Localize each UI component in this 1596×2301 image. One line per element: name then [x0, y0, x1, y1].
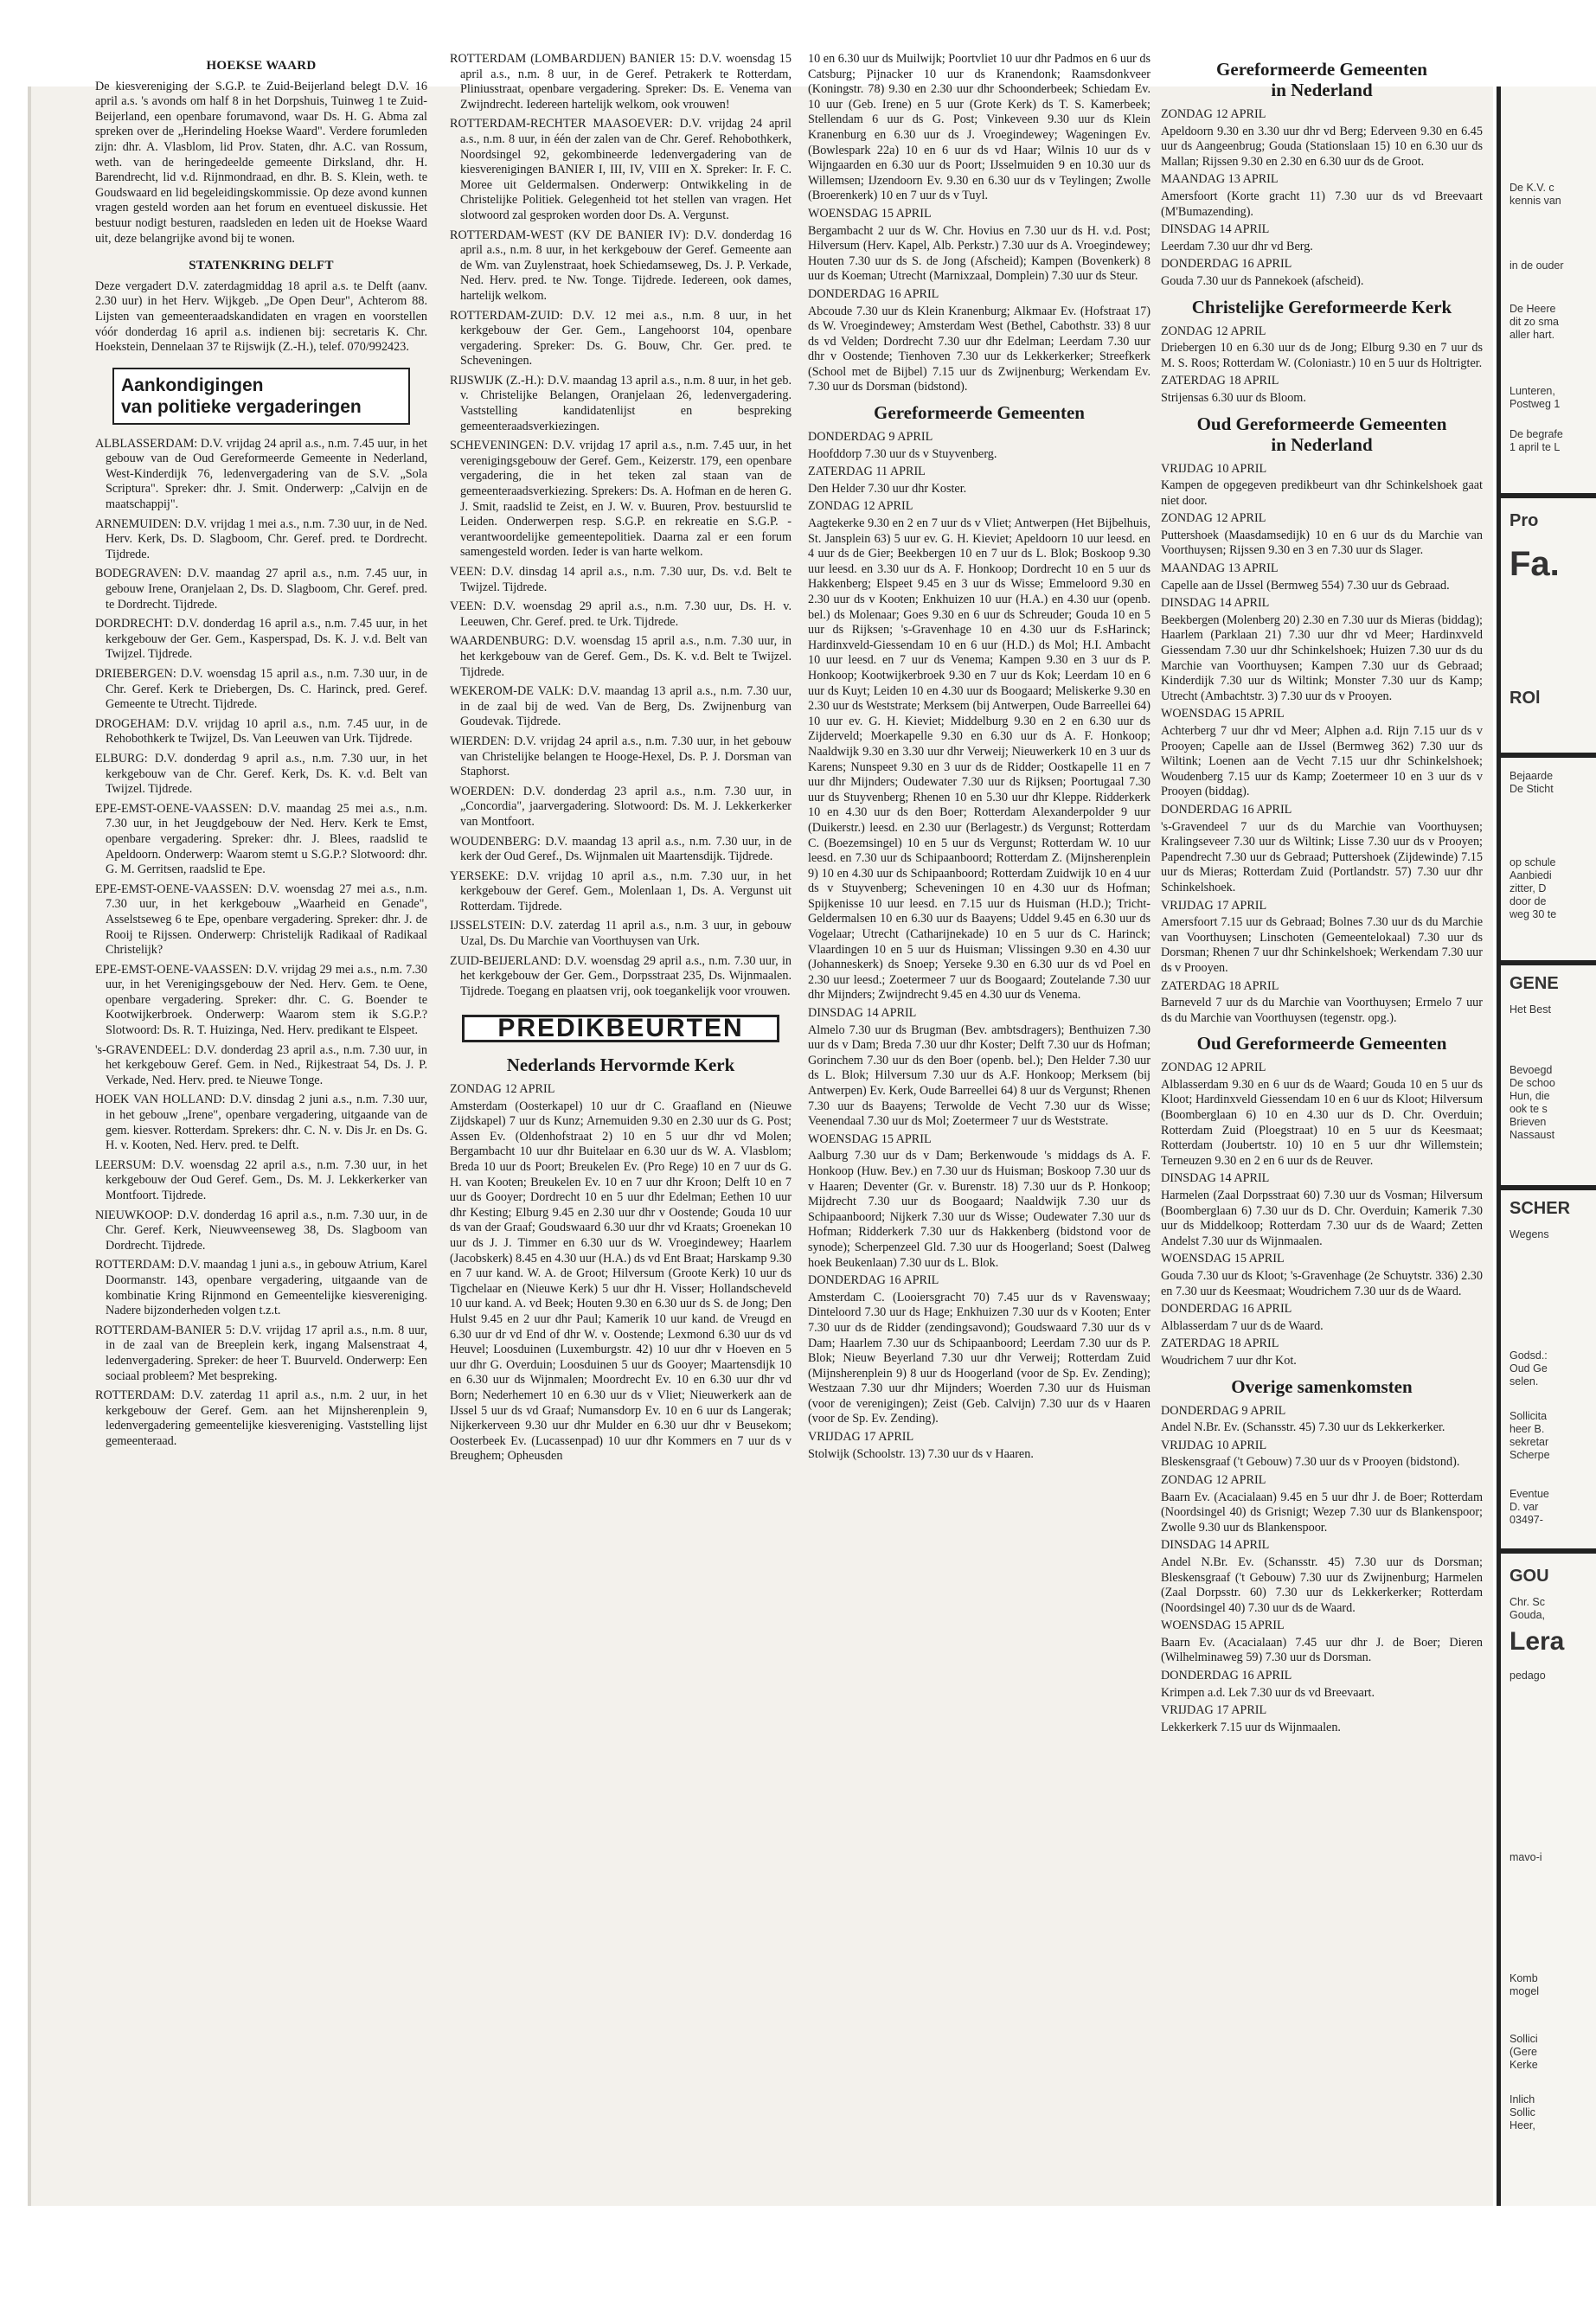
- service-listing: Aalburg 7.30 uur ds v Dam; Berkenwoude 's middags ds A. F. Honkoop (Huw. Bev.) en 7.30 uur ds Huisman; Boskoop 7.30 uur ds v Haaren; Deventer (Gr. v. Burenstr. 18) 7.30 uur ds P. Honkoop; Mijdrecht 7.30 uur ds Boogaard; Naaldwijk 7.30 uur ds Schipaanboord; Nijkerk 7.30 uur ds Wisse; Oudewater 7.30 uur ds Hofman; Ridderkerk 7.30 uur ds Hakkenberg (bidstond voor de synode); Scherpenzeel Gld. 7.30 uur ds Hoogerland; Soest (Dalweg hoek Beukenlaan) 7.30 uur ds L. Blok.: [808, 1149, 1151, 1270]
- day-heading: VRIJDAG 17 APRIL: [1161, 1703, 1267, 1718]
- strip-text: Postweg 1: [1509, 398, 1561, 410]
- meeting-entry: ROTTERDAM: D.V. maandag 1 juni a.s., in gebouw Atrium, Karel Doormanstr. 143, openbare vergadering, uitgaande van de kombinatie Kring Rijnmond en Gemeentelijke kiesvereniging. Nadere bijzonderheden volgen t.z.t.: [95, 1258, 427, 1318]
- strip-text: Bevoegd: [1509, 1064, 1553, 1076]
- day-heading: WOENSDAG 15 APRIL: [1161, 1618, 1285, 1633]
- day-heading: ZONDAG 12 APRIL: [1161, 107, 1266, 121]
- strip-text: Lunteren,: [1509, 385, 1555, 397]
- service-listing: Aagtekerke 9.30 en 2 en 7 uur ds v Vliet; Antwerpen (Het Bijbelhuis, St. Jansplein 63) 5 uur ev. G. H. Kieviet; Apeldoorn 10 uur leesd. en 4 uur ds de Gier; Beekbergen 10 en 7 uur ds L. Blok; Boskoop 9.30 uur leesd. en 3.30 uur ds A. F. Honkoop; Dordrecht 10 en 5 uur ds Hakkenberg; Elspeet 9.45 en 3 uur ds Wisse; Emmeloord 9.30 en 2.30 uur ds v Kooten; Enkhuizen 10 uur (H.A.) en 4.30 uur (openb. bel.) ds Molenaar; Goes 9.30 en 6 uur ds Schreuder; Gouda 10 en 5 uur ds Rijksen; 's-Gravenhage 10 en 4.30 uur ds F.sHarinck; Hardinxveld-Giessendam 10 en 6 uur (H.D.) ds Mol; H.I. Ambacht 10 uur leesd. en 7 uur ds Venema; Kampen 9.30 en 3 uur ds P. Honkoop; Kootwijkerbroek 9.30 en 7 uur ds Kok; Leerdam 10 en 6 uur ds Kuyt; Leiden 10 en 4.30 uur ds Boogaard; Meliskerke 9.30 en 2.30 uur ds Weststrate; Merksem (bij Antwerpen, Oude Barreellei 64) 10 uur ev. G. H. Kieviet; Middelburg 9.30 en 2 en 6.30 uur ds Zijderveld; Moerkapelle 9.30 en 6.30 uur ds A. F. Honkoop; Naaldwijk 9.30 en 3.30 uur dhr Verweij; Nieuwerkerk 10 en 3 uur ds Karens; Nunspeet 9.30 en 3 uur ds de Ridder; Oostkapelle 11 en 7 uur dhr Mijnders; Oudewater 7.30 uur ds Rijksen; Poortugaal 7.30 uur ds Stuyvenberg; Rhenen 10 en 5.30 uur dhr Kleppe. Ridderkerk 10 en 4.30 uur ds den Boer; Rotterdam Alexanderpolder 9 uur (Duikerstr.) leesd. en 2.30 uur (Berlagestr.) ds Vergunst; Rotterdam C. (Boezemsingel) 10 en 5 uur ds Vergunst; Rotterdam W. 10 uur leesd. en 7.30 uur ds Schipaanboord; Rotterdam Z. (Mijnsherenplein 9) 10 en 4.30 uur ds Schipaanboord; Rotterdam Zuidwijk 10 en 4 uur ds v Stuyvenberg; Scheveningen 10 en 4.30 uur ds Hofman; Spijkenisse 10 uur leesd. en 7.15 uur ds Huisman (H.D.); Tricht-Geldermalsen 10 en 6.30 uur ds Baayens; Uddel 9.45 en 6.30 uur ds Vogelaar; Utrecht (Catharijnekade) 10 en 5 uur ds C. Harinck; Vlaardingen 10 en 5 uur ds Huisman; Vlissingen 9.30 en 4.30 uur (Johanneskerk) ds Snoep; Yerseke 9.30 en 6.30 uur ds vd Poel en 2.30 uur leesd.; Zoetermeer 7 uur ds Boogaard; Zoutelande 7.30 uur dhr Mijnders; Zwijndrecht 9.45 en 4.30 uur ds Venema.: [808, 516, 1151, 1003]
- day-heading: DINSDAG 14 APRIL: [1161, 596, 1270, 611]
- strip-text: Fa.: [1509, 545, 1560, 583]
- strip-text: De begrafe: [1509, 428, 1563, 440]
- meeting-entry: NIEUWKOOP: D.V. donderdag 16 april a.s., n.m. 7.30 uur, in de Chr. Geref. Kerk, Nieuwveenseweg 38, Ds. Slagboom van Dordrecht. Tijdrede.: [95, 1208, 427, 1253]
- strip-text: Nassaust: [1509, 1129, 1555, 1141]
- service-listing: Driebergen 10 en 6.30 uur ds de Jong; Elburg 9.30 en 7 uur ds M. S. Roos; Rotterdam W. (Coloniastr.) 10 en 5 uur ds Holtrigter.: [1161, 341, 1483, 370]
- service-listing: Lekkerkerk 7.15 uur ds Wijnmaalen.: [1161, 1720, 1341, 1734]
- column-4: [1161, 52, 1483, 2232]
- strip-text: Oud Ge: [1509, 1362, 1548, 1375]
- day-heading: ZONDAG 12 APRIL: [450, 1082, 555, 1097]
- strip-text: Hun, die: [1509, 1090, 1550, 1102]
- meeting-list-1: [95, 437, 427, 1450]
- meeting-entry: ROTTERDAM-RECHTER MAASOEVER: D.V. vrijdag 24 april a.s., n.m. 8 uur, in één der zalen van de Chr. Geref. Rehobothkerk, Noordsingel 92, gekombineerde ledenvergadering van de kiesverenigingen BANIER I, III, IV, VIII en X. Spreker: Ir. F. C. Moree uit Geldermalsen. Onderwerp: Ontwikkeling in de Christelijke Politiek. Gelegenheid tot het stellen van vragen. Het slotwoord zal gesproken worden door Ds. A. Vergunst.: [450, 117, 792, 222]
- day-heading: DONDERDAG 16 APRIL: [1161, 1302, 1292, 1317]
- strip-text: De K.V. c: [1509, 182, 1554, 194]
- service-listing: Stolwijk (Schoolstr. 13) 7.30 uur ds v Haaren.: [808, 1446, 1034, 1461]
- day-heading: DINSDAG 14 APRIL: [1161, 1171, 1270, 1186]
- service-listing: Achterberg 7 uur dhr vd Meer; Alphen a.d. Rijn 7.15 uur ds v Prooyen; Capelle aan de IJssel (Bermweg 362) 7.30 uur ds Wiltink; Loenen aan de Vecht 7.15 uur dhr Schinkelshoek; Woudenberg 7.15 uur ds Kamp; Zoetermeer 10 en 3 uur ds v Prooyen (biddag).: [1161, 724, 1483, 799]
- strip-divider: [1501, 960, 1596, 965]
- meeting-entry: ROTTERDAM-WEST (KV DE BANIER IV): D.V. donderdag 16 april a.s., n.m. 8 uur, in het kerkgebouw der Geref. Gemeente aan de Wm. van Zuylenstraat, hoek Schiedamseweg, Ds. J. P. Verkade, Ned. Herv. pred. te Nw. Tonge. Tijdrede. Iedereen, ook dames, hartelijk welkom.: [450, 228, 792, 303]
- strip-notice: [1509, 1488, 1596, 1527]
- day-heading: DONDERDAG 9 APRIL: [1161, 1403, 1286, 1418]
- strip-notice: [1509, 182, 1596, 208]
- strip-text: selen.: [1509, 1375, 1539, 1388]
- heading-oud-gereformeerde-gemeenten-nl: [1161, 413, 1483, 455]
- meeting-entry: WAARDENBURG: D.V. woensdag 15 april a.s., n.m. 7.30 uur, in het kerkgebouw van de Geref. Gem., Ds. K. v.d. Belt te Twijzel. Tijdrede.: [450, 634, 792, 679]
- strip-text: in de ouder: [1509, 260, 1564, 272]
- box-aankondigingen-line2: van politieke vergaderingen: [121, 396, 362, 417]
- strip-text: ROl: [1509, 689, 1541, 708]
- heading-line: in Nederland: [1271, 433, 1373, 455]
- strip-text: Pro: [1509, 511, 1539, 530]
- day-heading: VRIJDAG 17 APRIL: [1161, 898, 1267, 913]
- day-heading: WOENSDAG 15 APRIL: [1161, 707, 1285, 721]
- strip-notice: [1509, 385, 1596, 411]
- strip-text: GOU: [1509, 1567, 1549, 1586]
- strip-text: Chr. Sc: [1509, 1596, 1545, 1608]
- strip-text: aller hart.: [1509, 329, 1555, 341]
- meeting-entry: ALBLASSERDAM: D.V. vrijdag 24 april a.s., n.m. 7.45 uur, in het gebouw van de Oud Gereformeerde Gemeente in Nederland, West-Kinderdijk 76, ledenvergadering van de S.V. „Sola Scriptura". Spreker: dhr. J. Smit. Onderwerp: „Calvijn en de maatschappij".: [95, 436, 427, 512]
- day-heading: WOENSDAG 15 APRIL: [808, 1131, 932, 1146]
- meeting-entry: DORDRECHT: D.V. donderdag 16 april a.s., n.m. 7.45 uur, in het kerkgebouw der Ger. Gem., Kasperspad, Ds. K. J. v.d. Belt van Twijzel. Tijdrede.: [95, 617, 427, 662]
- strip-notice: [1509, 1596, 1596, 1622]
- strip-text: Godsd.:: [1509, 1349, 1548, 1362]
- day-heading: ZATERDAG 11 APRIL: [808, 465, 926, 479]
- meeting-entry: YERSEKE: D.V. vrijdag 10 april a.s., n.m. 7.30 uur, in het kerkgebouw der Geref. Gem., Molenlaan 1, Ds. A. Vergunst uit Rotterdam. Tijdrede.: [450, 868, 792, 913]
- heading-statenkring-delft: STATENKRING DELFT: [189, 259, 334, 273]
- strip-notice: [1509, 856, 1596, 921]
- meeting-entry: ROTTERDAM-BANIER 5: D.V. vrijdag 17 april a.s., n.m. 8 uur, in de zaal van de Breeplein kerk, ingang Malsenstraat 4, ledenvergadering. Spreker: de heer T. Buurveld. Onderwerp: Een sociaal probleem? Met bespreking.: [95, 1323, 427, 1383]
- meeting-entry: IJSSELSTEIN: D.V. zaterdag 11 april a.s., n.m. 3 uur, in gebouw Uzal, Ds. Du Marchie van Voorthuysen van Urk.: [450, 919, 792, 949]
- day-heading: DINSDAG 14 APRIL: [1161, 1538, 1270, 1553]
- day-heading: DONDERDAG 16 APRIL: [808, 286, 939, 301]
- service-listing: Baarn Ev. (Acacialaan) 7.45 uur dhr J. de Boer; Dieren (Wilhelminaweg 59) 7.30 uur ds Dorsman.: [1161, 1635, 1483, 1665]
- service-listing: Alblasserdam 7 uur ds de Waard.: [1161, 1318, 1324, 1333]
- column-2: [450, 52, 792, 2232]
- service-listing: Woudrichem 7 uur dhr Kot.: [1161, 1353, 1297, 1368]
- meeting-entry: ROTTERDAM (LOMBARDIJEN) BANIER 15: D.V. woensdag 15 april a.s., n.m. 8 uur, in de Geref. Petrakerk te Rotterdam, Pliniusstraat, openbare vergadering. Spreker: Ds. E. Venema van Zwijndrecht. Iedereen hartelijk welkom, ook vrouwen!: [450, 52, 792, 112]
- strip-notice: [1509, 770, 1596, 796]
- meeting-entry: WEKEROM-DE VALK: D.V. maandag 13 april a.s., n.m. 7.30 uur, in de zaal bij de wed. Van de Berg, Ds. Zwijnenburg van Goudevak. Tijdrede.: [450, 684, 792, 729]
- strip-text: Scherpe: [1509, 1449, 1550, 1461]
- strip-text: Inlich: [1509, 2093, 1535, 2106]
- meeting-entry: WOERDEN: D.V. donderdag 23 april a.s., n.m. 7.30 uur, in „Concordia", jaarvergadering. Slotwoord: Ds. M. J. Lekkerkerker van Montfoort.: [450, 784, 792, 829]
- service-listing: Bleskensgraaf ('t Gebouw) 7.30 uur ds v Prooyen (bidstond).: [1161, 1455, 1460, 1470]
- meeting-entry: VEEN: D.V. dinsdag 14 april a.s., n.m. 7.30 uur, Ds. v.d. Belt te Twijzel. Tijdrede.: [450, 565, 792, 594]
- meeting-entry: WOUDENBERG: D.V. maandag 13 april a.s., n.m. 7.30 uur, in de kerk der Oud Geref., Ds. Wijnmalen uit Maartensdijk. Tijdrede.: [450, 834, 792, 864]
- strip-text: Sollici: [1509, 2033, 1538, 2045]
- strip-text: op schule: [1509, 856, 1556, 868]
- day-heading: VRIJDAG 17 APRIL: [808, 1430, 914, 1445]
- strip-text: Aanbiedi: [1509, 869, 1552, 881]
- strip-text: mogel: [1509, 1985, 1540, 1997]
- adjacent-page-strip: [1497, 87, 1596, 2206]
- meeting-entry: WIERDEN: D.V. vrijdag 24 april a.s., n.m. 7.30 uur, in het gebouw van Christelijke belangen te Hooge-Hexel, Ds. P. J. Dorsman van Staphorst.: [450, 734, 792, 779]
- strip-text: mavo-i: [1509, 1851, 1542, 1863]
- meeting-entry: ARNEMUIDEN: D.V. vrijdag 1 mei a.s., n.m. 7.30 uur, in de Ned. Herv. Kerk, Ds. D. Slagboom, Chr. Geref. pred. te Dordrecht. Tijdrede.: [95, 516, 427, 561]
- service-listing: Amsterdam (Oosterkapel) 10 uur dr C. Graafland en (Nieuwe Zijdskapel) 7 uur ds Kunz; Arnemuiden 9.30 en 2.30 uur ds G. Post; Assen Ev. (Oldenhofstraat 2) 10 en 5 uur dhr vd Molen; Bergambacht 10 uur dhr Buitelaar en 6.30 uur ds W. A. Vlasblom; Breda 10 uur ds Poort; Breukelen Ev. (Pro Rege) 10 en 7 uur ds G. H. van Kooten; Breukelen Ev. 10 en 7 uur dhr Kroon; Delft 10 en 7 uur ds Gooyer; Dordrecht 10 en 5 uur dhr Edelman; Eethen 10 uur dhr Kesting; Elburg 9.45 en 2.30 uur dhr v Oostende; Gouda 10 uur ds van der Graaf; Goudswaard 6.30 uur dhr vd Kraats; Groenekan 10 uur ds J. J. Timmer en 6.30 uur ds W. Vroegindewey; Haarlem (Jacobskerk) 8.45 en 4.30 uur (H.A.) ds vd Ent Braat; Harskamp 9.30 en 7 uur kand. W. A. de Groot; Hilversum (Groote Kerk) 10 uur ds Tigchelaar en (Nieuwe Kerk) 5 uur dhr H. Visser; Hollandscheveld 10 uur kand. A. vd Beek; Houten 9.30 en 6.30 uur ds S. de Jong; Den Hulst 9.45 en 2 uur dhr Paul; Kamerik 10 uur kand. de Vreugd en 6.30 uur dr vd End of dhr W. v. Oostende; Lexmond 6.30 uur ds vd Heuvel; Loosduinen (Luxemburgstr. 42) 10 uur dhr v Hoeven en 5 uur dhr G. Overduin; Loosduinen 5 uur ds Gooyer; Maartensdijk 10 en 6.30 uur ds Wijnmalen; Moordrecht Ev. 10 en 6.30 uur dhr vd Born; Nederhemert 10 en 6.30 uur ds v Vliet; Nieuwerkerk aan de IJssel 5 uur ds vd Graaf; Numansdorp Ev. 10 en 6 uur ds Langerak; Nijkerkerveen 9.30 uur dhr Mulder en 6.30 uur dhr v Beusekom; Oosterbeek Ev. (Lucassenpad) 10 uur dhr Kommers en 7 uur ds v Breughem; Opheusden: [450, 1099, 792, 1464]
- service-listing: Amsterdam C. (Looiersgracht 70) 7.45 uur ds v Ravenswaay; Dinteloord 7.30 uur ds Hage; Enkhuizen 7.30 uur ds v Kooten; Enter 7.30 uur ds de Ridder (zendingsavond); Goudswaard 7.30 uur ds v Dam; Haarlem 7.30 uur ds Schipaanboord; Leerdam 7.30 uur ds P. Blok; Nieuw Beyerland 7.30 uur dhr Verweij; Rotterdam Zuid (Mijnsherenplein 9) 8 uur ds Hoogerland (voor de Sp. Ev. Zending); Westzaan 7.30 uur dhr Mijnders; Woerden 7.30 uur ds Huisman (voor de verenigingen); Zeist (Geb. Calvijn) 7.30 uur ds v Haaren (voor de Sp. Ev. Zending).: [808, 1290, 1151, 1426]
- day-heading: DINSDAG 14 APRIL: [808, 1006, 917, 1021]
- service-listing: Amersfoort (Korte gracht 11) 7.30 uur ds vd Breevaart (M'Bumazending).: [1161, 189, 1483, 219]
- day-heading: MAANDAG 13 APRIL: [1161, 561, 1279, 576]
- strip-text: Brieven: [1509, 1116, 1547, 1128]
- strip-text: weg 30 te: [1509, 908, 1557, 920]
- day-heading: VRIJDAG 10 APRIL: [1161, 1438, 1267, 1452]
- service-listing: Baarn Ev. (Acacialaan) 9.45 en 5 uur dhr J. de Boer; Rotterdam (Noordsingel 40) ds Grisnigt; Wezep 7.30 uur ds Blankenspoor; Zwolle 9.30 uur ds Blankenspoor.: [1161, 1490, 1483, 1535]
- strip-text: door de: [1509, 895, 1547, 907]
- strip-divider: [1501, 753, 1596, 758]
- day-heading: ZONDAG 12 APRIL: [1161, 324, 1266, 338]
- strip-text: heer B.: [1509, 1423, 1545, 1435]
- heading-gereformeerde-gemeenten: Gereformeerde Gemeenten: [874, 402, 1085, 424]
- strip-text: Heer,: [1509, 2119, 1535, 2131]
- service-listing: Gouda 7.30 uur ds Kloot; 's-Gravenhage (2e Schuytstr. 336) 2.30 en 7.30 uur ds Keesmaat; Woudrichem 7.30 uur ds de Waard.: [1161, 1269, 1483, 1298]
- service-listing: Andel N.Br. Ev. (Schansstr. 45) 7.30 uur ds Lekkerkerker.: [1161, 1420, 1445, 1435]
- day-heading: DONDERDAG 9 APRIL: [808, 430, 933, 445]
- service-listing: Capelle aan de IJssel (Bermweg 554) 7.30 uur ds Gebraad.: [1161, 578, 1450, 593]
- heading-christelijke-gereformeerde-kerk: Christelijke Gereformeerde Kerk: [1191, 296, 1452, 317]
- strip-text: GENE: [1509, 974, 1559, 993]
- meeting-entry: BODEGRAVEN: D.V. maandag 27 april a.s., n.m. 7.45 uur, in gebouw Irene, Oranjelaan 2, Ds. D. Slagboom, Chr. Geref. pred. te Dordrecht. Tijdrede.: [95, 567, 427, 612]
- service-listing: Puttershoek (Maasdamsedijk) 10 en 6 uur ds du Marchie van Voorthuysen; Rijssen 9.30 en 3 en 7.30 uur ds Slager.: [1161, 528, 1483, 558]
- day-heading: DINSDAG 14 APRIL: [1161, 222, 1270, 237]
- service-listing: Amersfoort 7.15 uur ds Gebraad; Bolnes 7.30 uur ds du Marchie van Voorthuysen; Linschoten (Gemeentelokaal) 7.30 uur ds Dorsman; Rhenen 7 uur dhr Schinkelshoek; Werkendam 7.30 uur ds v Prooyen.: [1161, 915, 1483, 975]
- strip-notice: [1509, 2093, 1596, 2132]
- strip-text: SCHER: [1509, 1199, 1571, 1218]
- strip-text: De Sticht: [1509, 783, 1554, 795]
- day-heading: DONDERDAG 16 APRIL: [808, 1273, 939, 1288]
- strip-text: 03497-: [1509, 1514, 1543, 1526]
- strip-text: Het Best: [1509, 1003, 1551, 1016]
- meeting-entry: EPE-EMST-OENE-VAASSEN: D.V. vrijdag 29 mei a.s., n.m. 7.30 uur, in het Verenigingsgebouw der Ned. Herv. Gem. te Oene, openbare vergadering. Spreker: dhr. C. G. Boender te Kootwijkerbroek. Onderwerp: Waarom stem ik S.G.P.? Slotwoord: Ds. R. T. Huizinga, Ned. Herv. predikant te Elspeet.: [95, 962, 427, 1038]
- day-heading: ZONDAG 12 APRIL: [1161, 1472, 1266, 1487]
- day-heading: ZONDAG 12 APRIL: [1161, 511, 1266, 526]
- meeting-entry: ZUID-BEIJERLAND: D.V. woensdag 29 april a.s., n.m. 7.30 uur, in het kerkgebouw der Ger. Gem., Dorpsstraat 235, Ds. Wijnmaalen. Tijdrede. Toegang en plaatsen vrij, ook toegankelijk voor vrouwen.: [450, 953, 792, 998]
- strip-text: Komb: [1509, 1972, 1538, 1984]
- strip-text: Eventue: [1509, 1488, 1549, 1500]
- strip-notice: [1509, 1972, 1596, 1998]
- strip-notice: [1509, 428, 1596, 454]
- service-listing: Barneveld 7 uur ds du Marchie van Voorthuysen; Ermelo 7 uur ds du Marchie van Voorthuysen (tegenstr. opg.).: [1161, 996, 1483, 1025]
- strip-divider: [1501, 1185, 1596, 1190]
- strip-text: Gouda,: [1509, 1609, 1546, 1621]
- strip-notice: [1509, 303, 1596, 342]
- meeting-entry: EPE-EMST-OENE-VAASSEN: D.V. woensdag 27 mei a.s., n.m. 7.30 uur, in het kerkgebouw „Waarheid en Genade", Asselstseweg 6 te Epe, openbare vergadering. Spreker: dhr. J. de Rooij te Rijssen. Onderwerp: Christelijk Radikaal of Radikaal Christelijk?: [95, 881, 427, 958]
- service-listing: Apeldoorn 9.30 en 3.30 uur dhr vd Berg; Ederveen 9.30 en 6.45 uur ds Aangeenbrug; Gouda (Stationslaan 15) 10 en 6.30 uur ds Mallan; Rijssen 9.30 en 2.30 en 6.30 uur ds de Groot.: [1161, 124, 1483, 169]
- strip-text: Sollicita: [1509, 1410, 1548, 1422]
- strip-notice: [1509, 2033, 1596, 2072]
- service-listing: Abcoude 7.30 uur ds Klein Kranenburg; Alkmaar Ev. (Hofstraat 17) ds W. Vroegindewey; Amsterdam West (Bethel, Cabothstr. 33) 8 uur ds vd Velden; Dordrecht 7.30 uur dhr Edelman; Leerdam 7.30 uur dhr v Oostende; Tienhoven 7.30 uur ds Lekkerkerker; Streefkerk (School met de Bijbel) 7.15 uur ds Zwijnenburg; Werkendam Ev. 7.30 uur ds Dorsman (bidstond).: [808, 304, 1151, 394]
- box-aankondigingen-line1: Aankondigingen: [121, 375, 264, 395]
- strip-notice: [1509, 1064, 1596, 1142]
- meeting-entry: EPE-EMST-OENE-VAASSEN: D.V. maandag 25 mei a.s., n.m. 7.30 uur, in het Jeugdgebouw der Ned. Herv. Kerk te Emst, openbare vergadering. Spreker: dhr. J. Blees, raadslid te Apeldoorn. Onderwerp: Waarom stemt u S.G.P.? Slotwoord: dhr. G. M. Gerritsen, raadslid te Epe.: [95, 801, 427, 877]
- heading-nederlands-hervormde-kerk: Nederlands Hervormde Kerk: [506, 1054, 735, 1076]
- strip-text: pedago: [1509, 1670, 1546, 1682]
- strip-text: Lera: [1509, 1627, 1565, 1656]
- article-hoekse-waard: De kiesvereniging der S.G.P. te Zuid-Beijerland belegt D.V. 16 april a.s. 's avonds om half 8 in het Dorpshuis, Tuinweg 1 te Zuid-Beijerland, een openbare forumavond, waar Ds. H. G. Abma zal spreken over de „Herindeling Hoekse Waard". Verdere forumleden zijn: dhr. A. Vlasblom, lid Prov. Staten, dhr. A.C. van Rossum, weth. van de heringedeelde gemeente Dirksland, dhr. H. Barendrecht, lid v.d. Rijnmondraad, en dhr. B. S. Klein, weth. te Goudswaard en lid begeleidingskommissie. Op deze avond kunnen vragen gesteld worden aan het forum en eventueel diskussie. Het bestuur nodigt besturen, raadsleden en leden uit de Hoekse Waard uit, deze belangrijke avond bij te wonen.: [95, 79, 427, 246]
- article-statenkring-delft: Deze vergadert D.V. zaterdagmiddag 18 april a.s. te Delft (aanv. 2.30 uur) in het Herv. Wijkgeb. „De Open Deur", Achterom 88. Lijsten van gemeenteraadskandidaten en vragen en voorstellen vóór donderdag 16 april a.s. indienen bij: secretaris K. Chr. Hoekstein, Dennelaan 37 te Rijswijk (Z.-H.), telef. 070/992423.: [95, 279, 427, 355]
- column-3: [808, 52, 1151, 2232]
- heading-line: Gereformeerde Gemeenten: [1216, 59, 1427, 80]
- service-listing: Kampen de opgegeven predikbeurt van dhr Schinkelshoek gaat niet door.: [1161, 478, 1483, 508]
- day-heading: VRIJDAG 10 APRIL: [1161, 461, 1267, 476]
- strip-text: (Gere: [1509, 2046, 1537, 2058]
- heading-hoekse-waard: HOEKSE WAARD: [206, 59, 317, 73]
- day-heading: ZONDAG 12 APRIL: [808, 499, 913, 514]
- service-listing: Gouda 7.30 uur ds Pannekoek (afscheid).: [1161, 273, 1364, 288]
- strip-notice: [1509, 1410, 1596, 1462]
- service-listing: Strijensas 6.30 uur ds Bloom.: [1161, 390, 1306, 405]
- day-heading: DONDERDAG 16 APRIL: [1161, 802, 1292, 817]
- day-heading: DONDERDAG 16 APRIL: [1161, 257, 1292, 272]
- meeting-entry: ROTTERDAM: D.V. zaterdag 11 april a.s., n.m. 2 uur, in het kerkgebouw der Geref. Gem. aan het Mijnsherenplein 9, ledenvergadering gemeentelijke kiesvereniging. Vaststelling lijst gemeenteraad.: [95, 1388, 427, 1448]
- service-listing: Andel N.Br. Ev. (Schansstr. 45) 7.30 uur ds Dorsman; Bleskensgraaf ('t Gebouw) 7.30 uur ds Zwijnenburg; Harmelen (Zaal Dorpsstr. 60) 7.30 uur ds Lekkerkerker; Rotterdam (Noordsingel 40) 7.30 uur ds de Waard.: [1161, 1554, 1483, 1615]
- meeting-entry: LEERSUM: D.V. woensdag 22 april a.s., n.m. 7.30 uur, in het kerkgebouw der Oud Geref. Gem., Ds. M. J. Lekkerkerker van Montfoort. Tijdrede.: [95, 1157, 427, 1202]
- strip-text: De Heere: [1509, 303, 1556, 315]
- service-listing: Leerdam 7.30 uur dhr vd Berg.: [1161, 239, 1313, 253]
- meeting-entry: RIJSWIJK (Z.-H.): D.V. maandag 13 april a.s., n.m. 8 uur, in het geb. v. Christelijke Belangen, Oranjelaan 26, ledenvergadering. Vaststelling kandidatenlijst en bespreking gemeenteraadsverkiezingen.: [450, 373, 792, 433]
- service-listing: Harmelen (Zaal Dorpsstraat 60) 7.30 uur ds Vosman; Hilversum (Boomberglaan 6) 7.30 uur ds D. Chr. Overduin; Kamerik 7.30 uur ds Middelkoop; Rotterdam 7.30 uur ds de Waard; Zetten Andelst 7.30 uur ds Wijnmaalen.: [1161, 1189, 1483, 1248]
- strip-text: De schoo: [1509, 1077, 1555, 1089]
- strip-text: zitter, D: [1509, 882, 1547, 894]
- service-listing: Den Helder 7.30 uur dhr Koster.: [808, 481, 967, 496]
- strip-divider: [1501, 1548, 1596, 1554]
- meeting-entry: DROGEHAM: D.V. vrijdag 10 april a.s., n.m. 7.45 uur, in de Rehobothkerk te Twijzel, Ds. Van Leeuwen van Urk. Tijdrede.: [95, 716, 427, 747]
- box-aankondigingen: [112, 368, 410, 425]
- meeting-entry: 's-GRAVENDEEL: D.V. donderdag 23 april a.s., n.m. 7.30 uur, in het kerkgebouw Geref. Gem. in Ned., Rijkestraat 54, Ds. J. P. Verkade, Ned. Herv. pred. te Nieuwe Tonge.: [95, 1042, 427, 1087]
- service-listing: Alblasserdam 9.30 en 6 uur ds de Waard; Gouda 10 en 5 uur ds Kloot; Hardinxveld Giessendam 10 en 6 uur ds Kloot; Hilversum (Boomberglaan 6) 10 en 4.30 uur ds D. Chr. Overduin; Rotterdam Zuid (Ploegstraat) 10 en 5 uur ds Keesmaat; Rotterdam (Joubertstr. 10) 10 en 5 uur dhr Willemstein; Terneuzen 9.30 en 2 en 6 uur ds de Reuver.: [1161, 1077, 1483, 1168]
- heading-line: in Nederland: [1271, 80, 1373, 100]
- service-listing: Krimpen a.d. Lek 7.30 uur ds vd Breevaart.: [1161, 1685, 1375, 1700]
- service-listing: Beekbergen (Molenberg 20) 2.30 en 7.30 uur ds Mieras (biddag); Haarlem (Parklaan 21) 7.30 uur dhr vd Meer; Hardinxveld Giessendam 7.30 uur dhr Schinkelshoek; Huizen 7.30 uur ds du Marchie van Voorthuysen; Kampen 7.30 uur ds Gebraad; Kinderdijk 7.30 uur ds Wiltink; Monster 7.30 uur ds Kamp; Utrecht (Ambachtstr. 3) 7.30 uur ds v Prooyen.: [1161, 612, 1483, 703]
- strip-divider: [1501, 493, 1596, 498]
- day-heading: ZATERDAG 18 APRIL: [1161, 374, 1279, 388]
- meeting-entry: SCHEVENINGEN: D.V. vrijdag 17 april a.s., n.m. 7.45 uur, in het verenigingsgebouw der Geref. Gem., Keizerstr. 179, een openbare vergadering, die in het teken zal staan van de gemeenteraadsverkiezing. Sprekers: Ds. A. Hofman en de heren G. J. Smit, raadslid te Zeist, en J. W. v. Buuren, Prov. bestuurslid te Leiden. Onderwerpen resp. S.G.P. en rekreatie en S.G.P. - verantwoordelijke gemeentepolitiek. Daarna zal er een forum samengesteld worden. Ieder is van harte welkom.: [450, 439, 792, 560]
- strip-text: 1 april te L: [1509, 441, 1561, 453]
- strip-notice: [1509, 1349, 1596, 1388]
- column-1: [95, 52, 427, 2232]
- day-heading: MAANDAG 13 APRIL: [1161, 172, 1279, 187]
- day-heading: WOENSDAG 15 APRIL: [808, 206, 932, 221]
- heading-oud-gereformeerde-gemeenten: Oud Gereformeerde Gemeenten: [1196, 1033, 1447, 1054]
- strip-text: Sollic: [1509, 2106, 1535, 2118]
- strip-text: D. var: [1509, 1501, 1539, 1513]
- predikbeurten-banner: PREDIKBEURTEN: [462, 1015, 779, 1042]
- strip-text: sekretar: [1509, 1436, 1549, 1448]
- day-heading: DONDERDAG 16 APRIL: [1161, 1669, 1292, 1683]
- meeting-entry: DRIEBERGEN: D.V. woensdag 15 april a.s., n.m. 7.30 uur, in de Chr. Geref. Kerk te Driebergen, Ds. C. Harinck, pred. Geref. Gemeente te Utrecht. Tijdrede.: [95, 667, 427, 712]
- day-heading: ZATERDAG 18 APRIL: [1161, 978, 1279, 993]
- day-heading: ZATERDAG 18 APRIL: [1161, 1336, 1279, 1351]
- day-heading: ZONDAG 12 APRIL: [1161, 1061, 1266, 1075]
- meeting-entry: ROTTERDAM-ZUID: D.V. 12 mei a.s., n.m. 8 uur, in het kerkgebouw der Ger. Gem., Langehoorst 104, openbare vergadering. Spreker: Ds. G. Bouw, Chr. Ger. pred. te Scheveningen.: [450, 308, 792, 369]
- service-listing: 's-Gravendeel 7 uur ds du Marchie van Voorthuysen; Kralingseveer 7.30 uur ds Wiltink; Lisse 7.30 uur ds v Prooyen; Papendrecht 7.30 uur ds Gebraad; Puttershoek (Zijdewinde) 7.15 uur ds Mieras; Rotterdam Zuid (Portlandstr. 57) 7.30 uur dhr Schinkelshoek.: [1161, 819, 1483, 894]
- service-listing: Bergambacht 2 uur ds W. Chr. Hovius en 7.30 uur ds H. v.d. Post; Hilversum (Herv. Kapel, Alb. Perkstr.) 7.30 uur ds A. Vroegindewey; Houten 7.30 uur ds S. de Jong (Afscheid); Kampen (Bovenkerk) 8 uur ds Koeman; Utrecht (Marnixzaal, Domplein) 7.30 uur ds Steur.: [808, 223, 1151, 284]
- strip-text: dit zo sma: [1509, 316, 1559, 328]
- strip-text: Bejaarde: [1509, 770, 1554, 782]
- service-listing: 10 en 6.30 uur ds Muilwijk; Poortvliet 10 uur dhr Padmos en 6 uur ds Catsburg; Pijnacker 10 uur ds Kranendonk; Raamsdonkveer (Koningstr. 78) 9.30 en 2.30 uur dhr Schoonderbeek; Schiedam Ev. 10 uur (Geb. Irene) en 5 uur (Grote Kerk) ds T. S. Kamerbeek; Stellendam 6 uur ds G. Post; Vinkeveen 9.30 uur ds Klein Kranenburg en 6.30 uur ds J. Vroegindewey; Wageningen Ev. (Bowlespark 22a) 10 en 6 uur ds vd Haar; Wilnis 10 uur ds v Wijngaarden en 6.30 uur ds Poort; IJsselmuiden 9 en 10.30 uur ds Willemsen; IJzendoorn Ev. 9.30 en 6.30 uur ds v Teylingen; Zwolle (Broerenkerk) 10 en 7 uur ds v Tuyl.: [808, 52, 1151, 203]
- service-listing: Hoofddorp 7.30 uur ds v Stuyvenberg.: [808, 446, 997, 461]
- heading-gereformeerde-gemeenten-nl: [1161, 59, 1483, 100]
- heading-overige-samenkomsten: Overige samenkomsten: [1231, 1375, 1413, 1397]
- strip-text: Kerke: [1509, 2059, 1538, 2071]
- strip-text: ook te s: [1509, 1103, 1548, 1115]
- strip-text: kennis van: [1509, 195, 1561, 207]
- heading-line: Oud Gereformeerde Gemeenten: [1196, 413, 1447, 434]
- day-heading: WOENSDAG 15 APRIL: [1161, 1252, 1285, 1266]
- meeting-entry: ELBURG: D.V. donderdag 9 april a.s., n.m. 7.30 uur, in het kerkgebouw van de Chr. Geref. Kerk, Ds. K. v.d. Belt van Twijzel. Tijdrede.: [95, 751, 427, 797]
- strip-text: Wegens: [1509, 1228, 1549, 1240]
- meeting-entry: HOEK VAN HOLLAND: D.V. dinsdag 2 juni a.s., n.m. 7.30 uur, in het gebouw „Irene", openbare vergadering, uitgaande van de gem. kiesver. Rotterdam. Sprekers: dhr. C. N. v. Dis Jr. en Ds. G. H. v. Kooten, Ned. Herv. pred. te Delft.: [95, 1093, 427, 1153]
- meeting-entry: VEEN: D.V. woensdag 29 april a.s., n.m. 7.30 uur, Ds. H. v. Leeuwen, Chr. Geref. pred. te Urk. Tijdrede.: [450, 599, 792, 629]
- service-listing: Almelo 7.30 uur ds Brugman (Bev. ambtsdragers); Benthuizen 7.30 uur ds v Dam; Breda 7.30 uur dhr Koster; Delft 7.30 uur ds Hofman; Gorinchem 7.30 uur ds den Boer (openb. bel.); Den Helder 7.30 uur ds L. Blok; Hilversum 7.30 uur ds A.F. Honkoop; Merksem (bij Antwerpen) Ev. Kerk, Oude Barreellei 64) 8 uur ds Vergunst; Rhenen 7.30 uur ds Baayens; Terwolde de Vecht 7.30 uur ds Wisse; Veenendaal 7.30 uur ds Mol; Zoetermeer 7 uur ds Weststrate.: [808, 1022, 1151, 1129]
